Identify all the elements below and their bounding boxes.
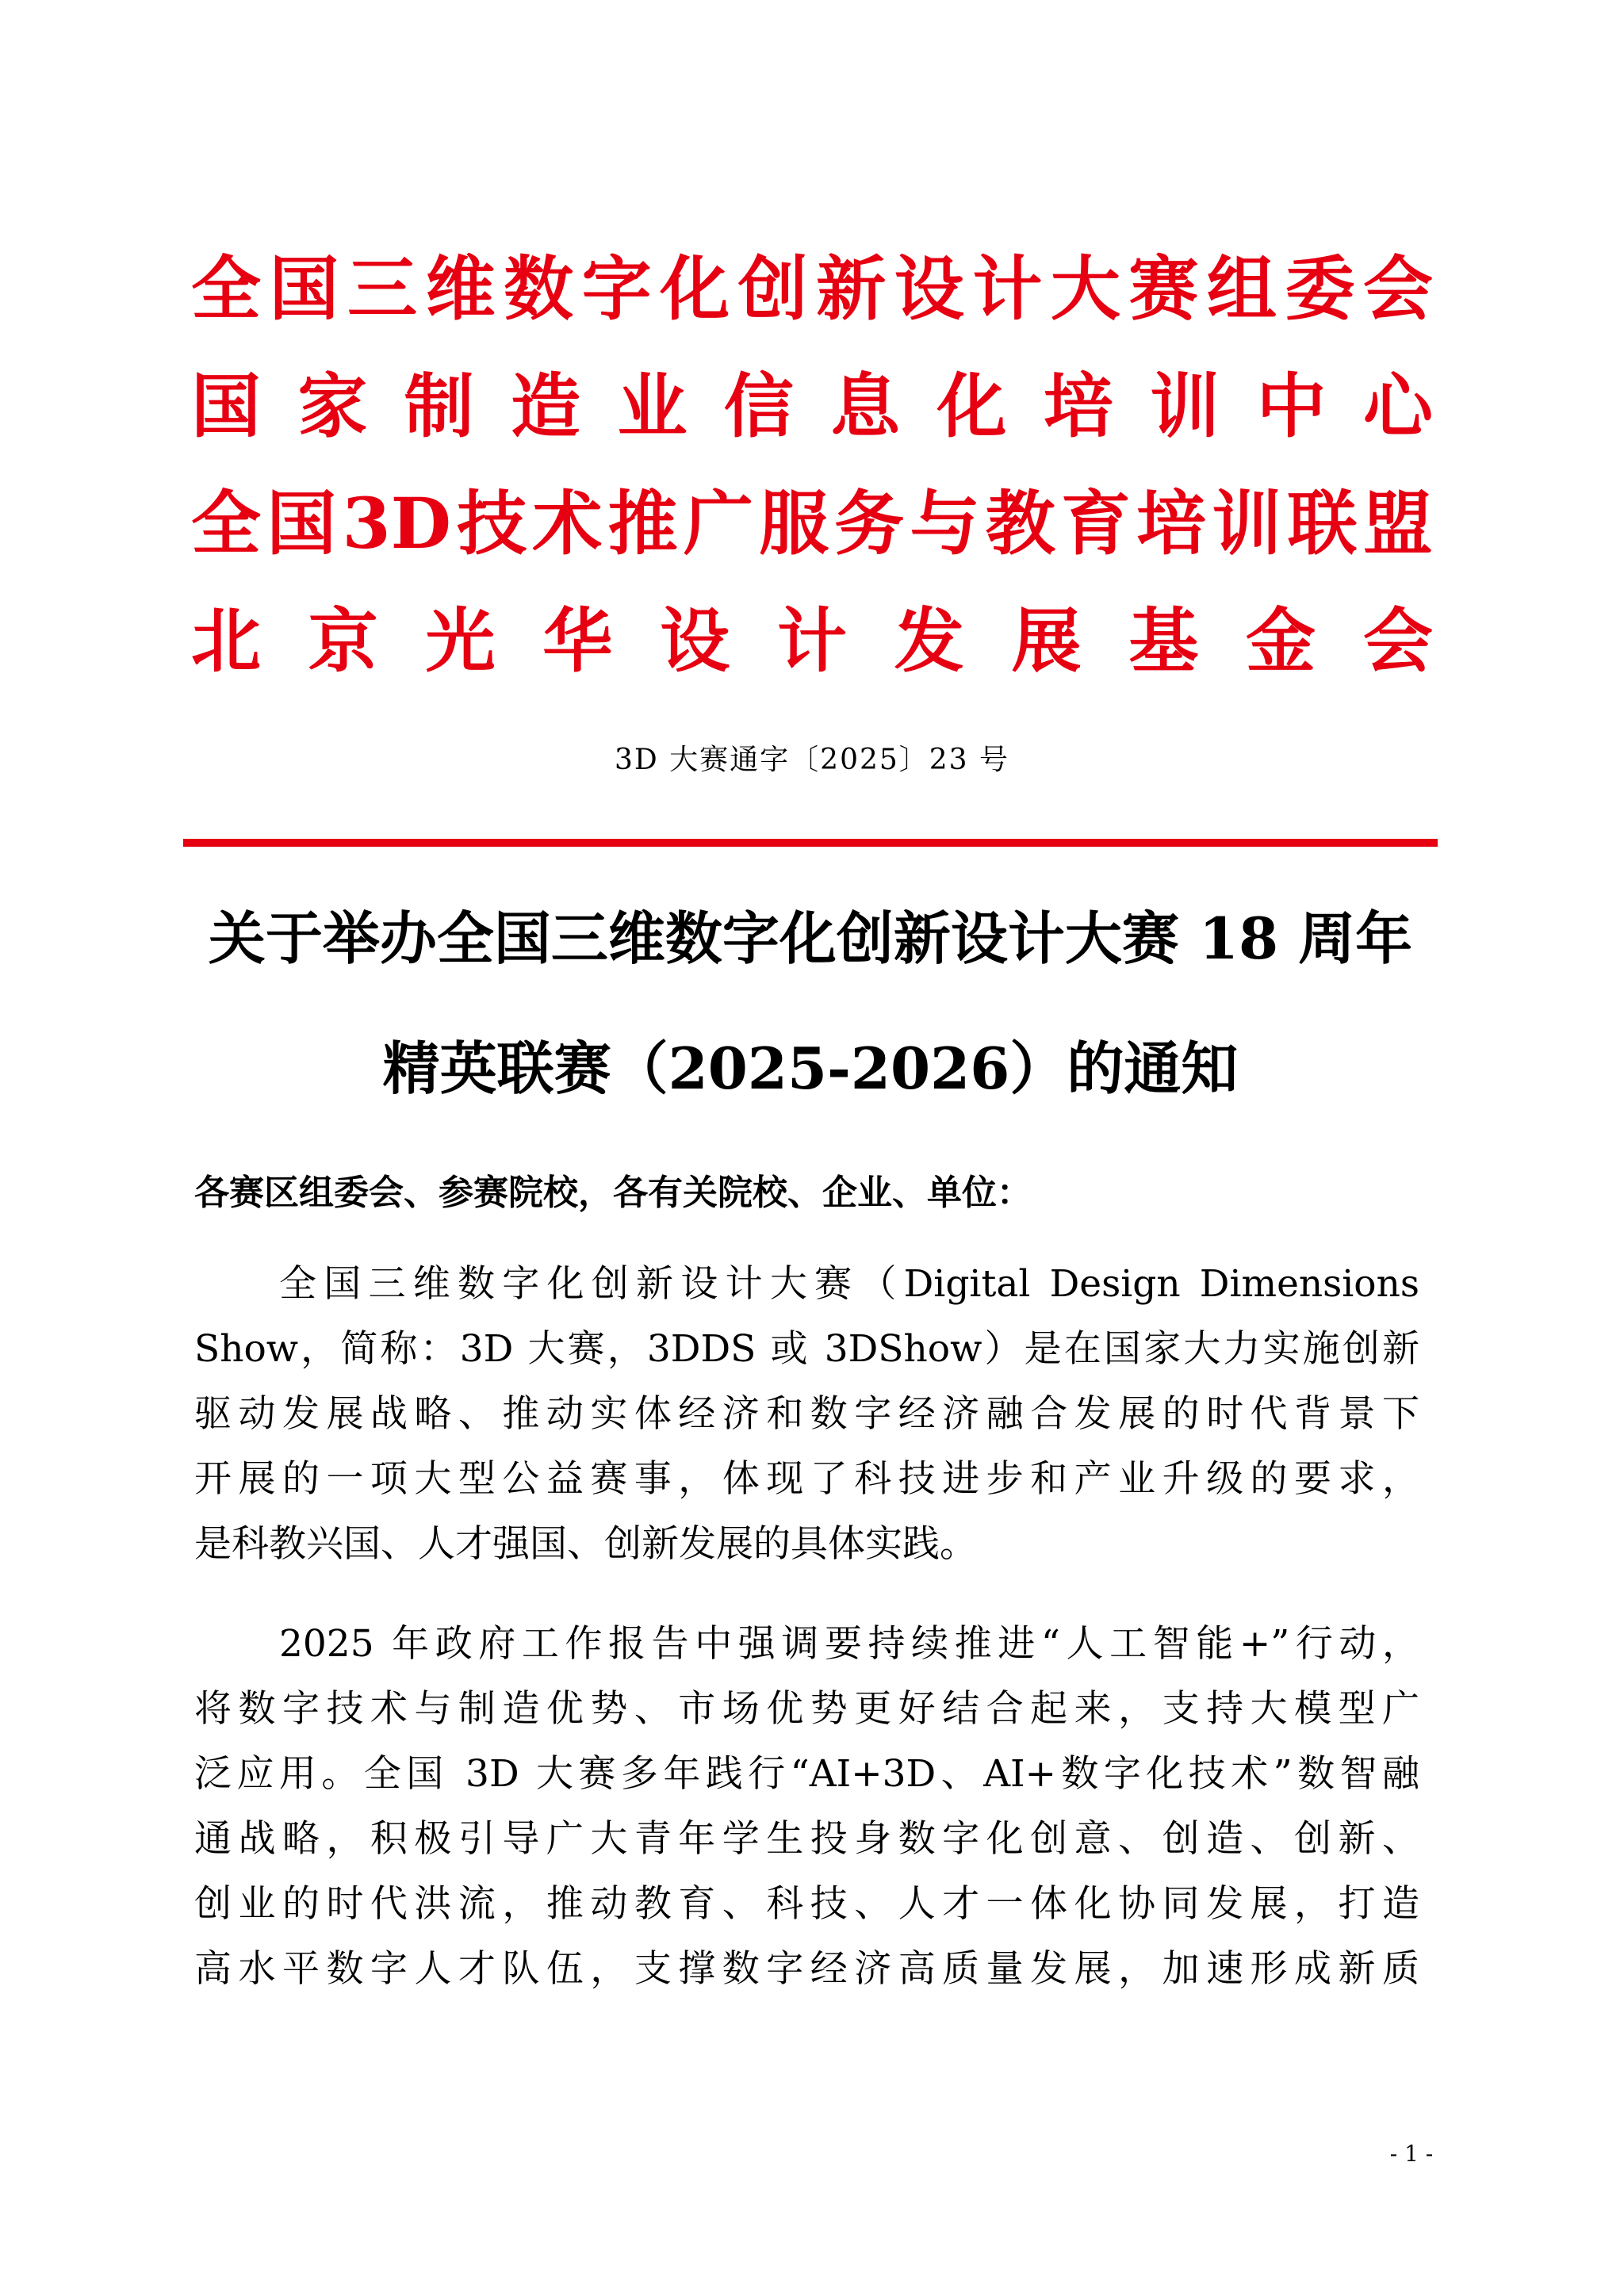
issuer-char: 国 (191, 365, 262, 447)
issuer-char: 数 (504, 247, 574, 330)
issuer-char: 化 (660, 247, 730, 330)
issuer-char: 国 (266, 482, 337, 564)
issuer-char: 赛 (1128, 247, 1199, 330)
issuer-char: 设 (660, 599, 730, 682)
issuer-header (191, 230, 1433, 699)
document-number: 3D 大赛通字〔2025〕23 号 (614, 744, 1010, 776)
issuer-char: 务 (834, 482, 905, 564)
issuer-char: 华 (542, 599, 613, 682)
issuer-char: 培 (1136, 482, 1207, 564)
paragraph-1-line-3: 驱动发展战略、推动实体经济和数字经济融合发展的时代背景下 (194, 1392, 1419, 1436)
issuer-char: 创 (737, 247, 808, 330)
issuer-char: 联 (1287, 482, 1358, 564)
issuer-char: 息 (830, 365, 901, 447)
issuer-char: 发 (894, 599, 964, 682)
paragraph-2-line-4: 通战略，积极引导广大青年学生投身数字化创意、创造、创新、 (194, 1817, 1419, 1861)
issuer-line-2 (191, 347, 1433, 465)
issuer-char: 信 (723, 365, 794, 447)
issuer-char: 会 (1362, 247, 1433, 330)
issuer-char: 盟 (1362, 482, 1433, 564)
issuer-char: 展 (1011, 599, 1082, 682)
issuer-line-1 (191, 230, 1433, 347)
issuer-char: 3D (342, 482, 451, 564)
issuer-char: 国 (269, 247, 339, 330)
issuer-char: 京 (308, 599, 378, 682)
issuer-char: 心 (1362, 365, 1433, 447)
paragraph-2-line-2: 将数字技术与制造优势、市场优势更好结合起来，支持大模型广 (194, 1687, 1419, 1731)
issuer-char: 家 (297, 365, 368, 447)
issuer-char: 全 (191, 482, 262, 564)
notice-title-line-1: 关于举办全国三维数字化创新设计大赛 18 周年 (208, 905, 1413, 972)
issuer-char: 训 (1150, 365, 1220, 447)
issuer-line-4 (191, 582, 1433, 699)
issuer-char: 会 (1362, 599, 1433, 682)
issuer-char: 教 (985, 482, 1055, 564)
paragraph-1-line-4: 开展的一项大型公益赛事，体现了科技进步和产业升级的要求， (194, 1457, 1419, 1501)
issuer-char: 大 (1050, 247, 1120, 330)
issuer-line-3 (191, 465, 1433, 582)
issuer-char: 培 (1043, 365, 1113, 447)
issuer-char: 制 (404, 365, 474, 447)
issuer-char: 计 (972, 247, 1043, 330)
issuer-char: 化 (936, 365, 1007, 447)
issuer-char: 基 (1128, 599, 1199, 682)
page-number: - 1 - (1389, 2141, 1434, 2167)
issuer-char: 训 (1212, 482, 1282, 564)
issuer-char: 字 (581, 247, 652, 330)
paragraph-2-line-3: 泛应用。全国 3D 大赛多年践行“AI+3D、AI+数字化技术”数智融 (194, 1752, 1419, 1796)
issuer-char: 组 (1206, 247, 1277, 330)
issuer-char: 委 (1285, 247, 1355, 330)
issuer-char: 技 (457, 482, 527, 564)
paragraph-2-line-1: 2025 年政府工作报告中强调要持续推进“人工智能+”行动， (279, 1622, 1419, 1666)
issuer-char: 北 (191, 599, 262, 682)
salutation: 各赛区组委会、参赛院校，各有关院校、企业、单位： (194, 1173, 1032, 1213)
issuer-char: 与 (910, 482, 980, 564)
issuer-char: 新 (816, 247, 887, 330)
issuer-char: 设 (894, 247, 964, 330)
issuer-char: 服 (759, 482, 829, 564)
notice-title-line-2: 精英联赛（2025-2026）的通知 (382, 1035, 1239, 1102)
issuer-char: 中 (1256, 365, 1327, 447)
paragraph-1-line-5: 是科教兴国、人才强国、创新发展的具体实践。 (194, 1522, 977, 1566)
issuer-char: 光 (425, 599, 496, 682)
issuer-char: 业 (617, 365, 688, 447)
issuer-char: 广 (683, 482, 753, 564)
issuer-char: 全 (191, 247, 262, 330)
issuer-char: 金 (1246, 599, 1316, 682)
issuer-char: 推 (607, 482, 678, 564)
paragraph-2-line-6: 高水平数字人才队伍，支撑数字经济高质量发展，加速形成新质 (194, 1947, 1419, 1991)
paragraph-1-line-1: 全国三维数字化创新设计大赛（Digital Design Dimensions (279, 1262, 1419, 1306)
issuer-char: 计 (776, 599, 847, 682)
paragraph-2-line-5: 创业的时代洪流，推动教育、科技、人才一体化协同发展，打造 (194, 1882, 1419, 1926)
paragraph-1-line-2: Show，简称：3D 大赛，3DDS 或 3DShow）是在国家大力实施创新 (194, 1327, 1419, 1371)
red-divider-rule (183, 839, 1438, 847)
issuer-char: 维 (425, 247, 496, 330)
issuer-char: 术 (532, 482, 603, 564)
issuer-char: 造 (511, 365, 581, 447)
issuer-char: 三 (347, 247, 418, 330)
issuer-char: 育 (1060, 482, 1131, 564)
